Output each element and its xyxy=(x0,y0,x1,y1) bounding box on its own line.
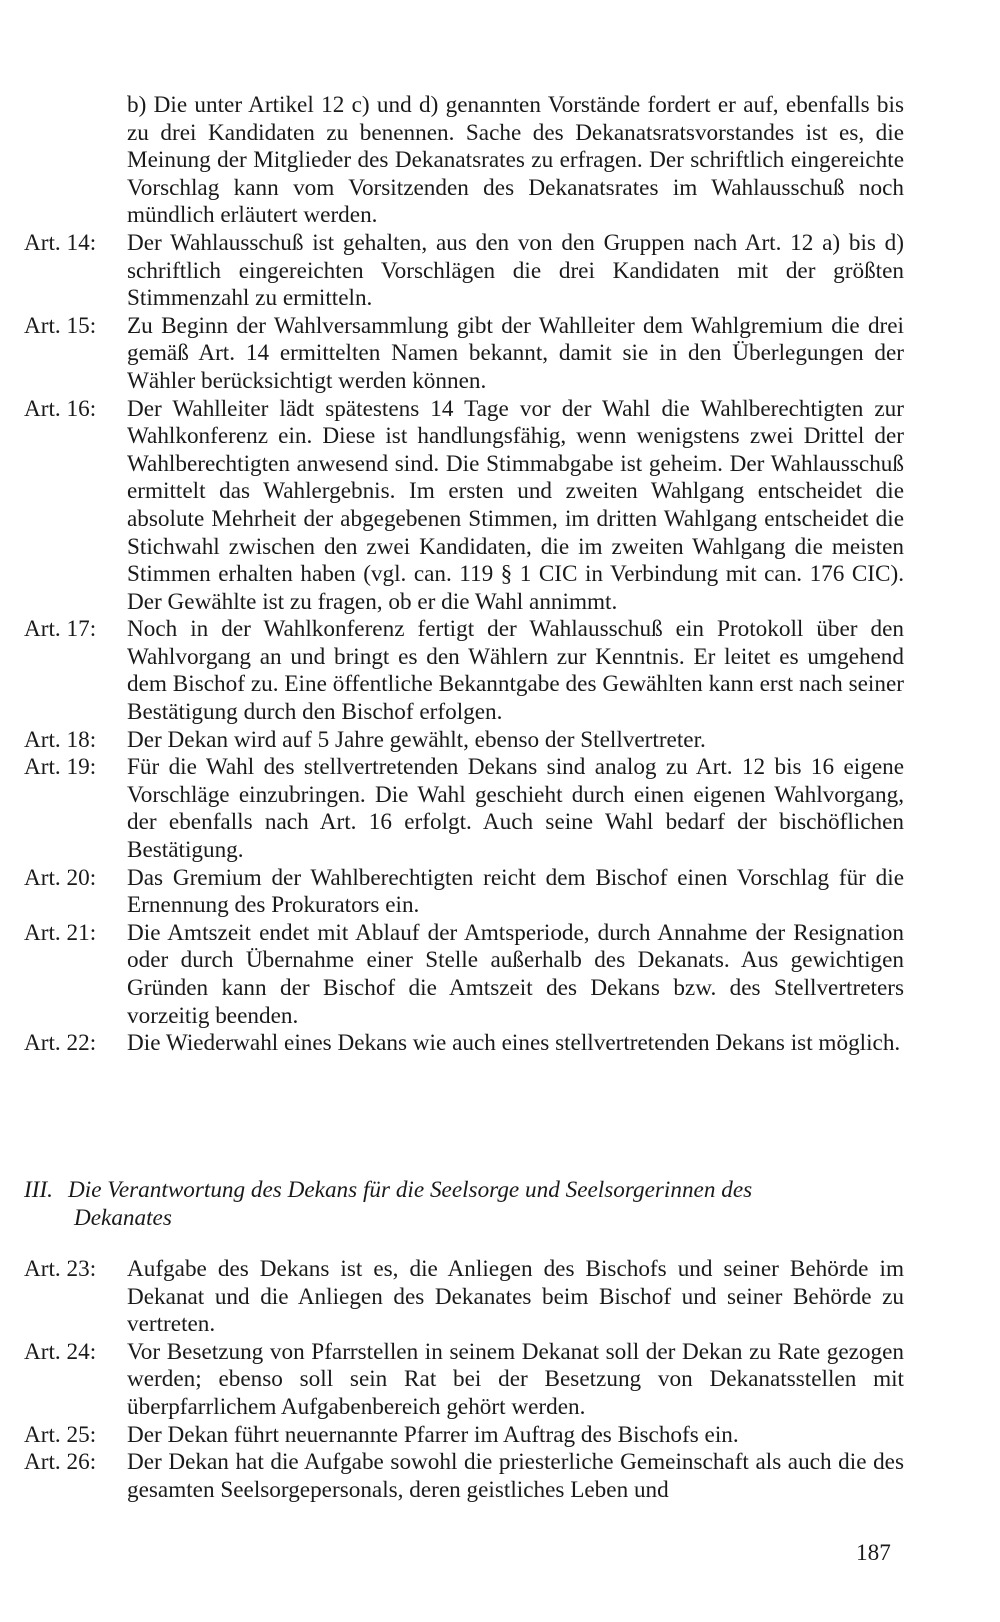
article-number: Art. 25: xyxy=(24,1421,97,1448)
article-14 xyxy=(24,230,904,313)
article-text: Das Gremium der Wahlberechtigten reicht dem Bischof einen Vorschlag für die Ernennung des Prokurators ein. xyxy=(127,864,904,919)
article-number: Art. 22: xyxy=(24,1030,97,1057)
article-15 xyxy=(24,313,904,396)
article-list-lower xyxy=(24,1256,904,1504)
article-22 xyxy=(24,1030,904,1058)
article-list-upper xyxy=(24,92,904,1058)
article-text: Der Wahlausschuß ist gehalten, aus den von den Gruppen nach Art. 12 a) bis d) schriftlich eingereichten Vorschlägen die drei Kandidaten mit der größten Stimmenzahl zu ermitteln. xyxy=(127,229,904,312)
article-13-continuation: b) Die unter Artikel 12 c) und d) genannten Vorstände fordert er auf, ebenfalls bis zu drei Kandidaten zu benennen. Sache des Dekanatsratsvorstandes ist es, die Meinung der Mitglieder des Dekanatsrates zu erfragen. Der schriftlich eingereichte Vorschlag kann vom Vorsitzenden des Dekanatsrates im Wahlausschuß noch mündlich erläutert werden. xyxy=(127,92,904,229)
section-heading xyxy=(24,1176,904,1232)
article-number: Art. 15: xyxy=(24,312,97,339)
section-number: III. xyxy=(24,1177,53,1203)
article-number: Art. 14: xyxy=(24,229,97,256)
article-number: Art. 19: xyxy=(24,754,97,781)
section-heading-line-1 xyxy=(24,1176,904,1204)
article-20 xyxy=(24,865,904,920)
article-17 xyxy=(24,616,904,726)
article-number: Art. 24: xyxy=(24,1338,97,1365)
article-text: Die Amtszeit endet mit Ablauf der Amtsperiode, durch Annahme der Resignation oder durch Übernahme einer Stelle außerhalb des Dekanats. Aus gewichtigen Gründen kann der Bischof die Amtszeit des Dekans bzw. des Stellvertreters vorzeitig beenden. xyxy=(127,919,904,1029)
article-26 xyxy=(24,1449,904,1504)
article-number: Art. 16: xyxy=(24,395,97,422)
article-25 xyxy=(24,1422,904,1450)
article-text: Vor Besetzung von Pfarrstellen in seinem Dekanat soll der Dekan zu Rate gezogen werden; ebenso soll sein Rat bei der Besetzung von Dekanatsstellen mit überpfarrlichem Aufgabenbereich gehört werden. xyxy=(127,1338,904,1420)
article-24 xyxy=(24,1339,904,1422)
section-title-continuation: Dekanates xyxy=(74,1205,172,1231)
article-16 xyxy=(24,396,904,617)
article-text: Die Wiederwahl eines Dekans wie auch eines stellvertretenden Dekans ist möglich. xyxy=(127,1030,901,1057)
article-number: Art. 18: xyxy=(24,726,97,753)
article-text: Zu Beginn der Wahlversammlung gibt der Wahlleiter dem Wahlgremium die drei gemäß Art. 14 ermittelten Namen bekannt, damit sie in den Überlegungen der Wähler berücksichtigt werden können. xyxy=(127,312,904,394)
article-text: Der Dekan führt neuernannte Pfarrer im Auftrag des Bischofs ein. xyxy=(127,1421,739,1448)
article-text: Der Dekan hat die Aufgabe sowohl die priesterliche Gemeinschaft als auch die des gesamten Seelsorgepersonals, deren geistliches Leben und xyxy=(127,1449,904,1503)
article-text: Noch in der Wahlkonferenz fertigt der Wahlausschuß ein Protokoll über den Wahlvorgang an und bringt es den Wählern zur Kenntnis. Er leitet es umgehend dem Bischof zu. Eine öffentliche Bekanntgabe des Gewählten kann erst nach seiner Bestätigung durch den Bischof erfolgen. xyxy=(127,616,904,726)
article-text: Aufgabe des Dekans ist es, die Anliegen des Bischofs und seiner Behörde im Dekanat und die Anliegen des Dekanates beim Bischof und seiner Behörde zu vertreten. xyxy=(127,1256,904,1338)
article-text: Für die Wahl des stellvertretenden Dekans sind analog zu Art. 12 bis 16 eigene Vorschläge einzubringen. Die Wahl geschieht durch einen eigenen Wahlvorgang, der ebenfalls nach Art. 16 erfolgt. Auch seine Wahl bedarf der bischöflichen Bestätigung. xyxy=(127,754,904,864)
page-number: 187 xyxy=(856,1540,891,1566)
article-number: Art. 26: xyxy=(24,1449,97,1476)
article-number: Art. 17: xyxy=(24,616,97,643)
article-number: Art. 20: xyxy=(24,864,97,891)
article-18 xyxy=(24,727,904,755)
section-title: Die Verantwortung des Dekans für die Seelsorge und Seelsorgerinnen des xyxy=(68,1177,753,1203)
article-21 xyxy=(24,920,904,1030)
article-number: Art. 23: xyxy=(24,1256,97,1282)
article-19 xyxy=(24,754,904,864)
article-text: Der Dekan wird auf 5 Jahre gewählt, ebenso der Stellvertreter. xyxy=(127,726,706,753)
article-text: Der Wahlleiter lädt spätestens 14 Tage vor der Wahl die Wahlberechtigten zur Wahlkonferenz ein. Diese ist handlungsfähig, wenn wenigstens zwei Drittel der Wahlberechtigten anwesend sind. Die Stimmabgabe ist geheim. Der Wahlausschuß ermittelt das Wahlergebnis. Im ersten und zweiten Wahlgang entscheidet die absolute Mehrheit der abgegebenen Stimmen, im dritten Wahlgang entscheidet die Stichwahl zwischen den zwei Kandidaten, die im zweiten Wahlgang die meisten Stimmen erhalten haben (vgl. can. 119 § 1 CIC in Verbindung mit can. 176 CIC). Der Gewählte ist zu fragen, ob er die Wahl annimmt. xyxy=(127,395,904,615)
article-number: Art. 21: xyxy=(24,919,97,946)
article-23 xyxy=(24,1256,904,1339)
